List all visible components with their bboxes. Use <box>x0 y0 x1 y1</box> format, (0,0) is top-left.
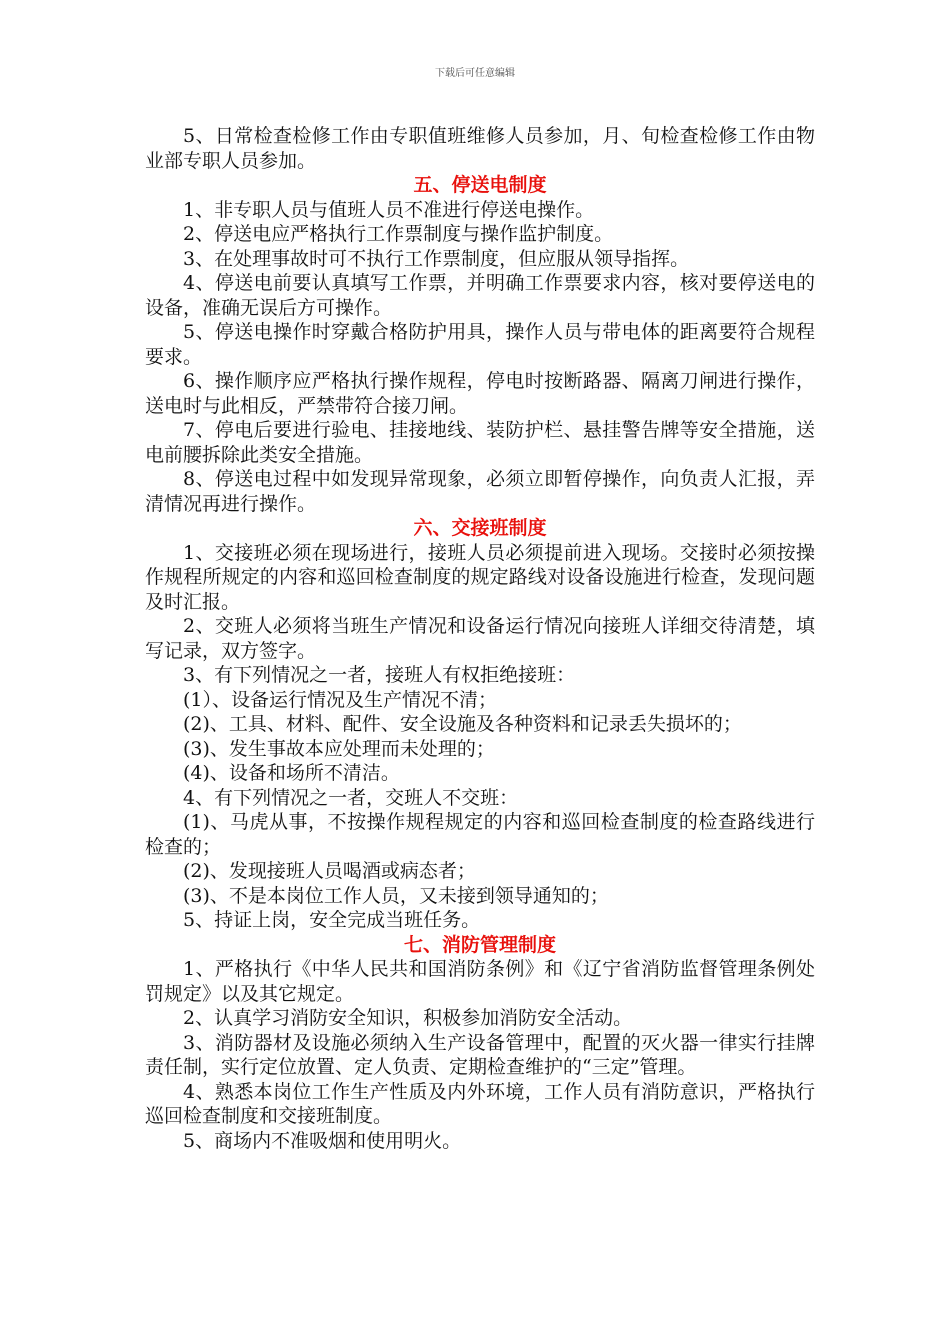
paragraph: 4、有下列情况之一者，交班人不交班： <box>183 786 519 809</box>
paragraph: 2、交班人必须将当班生产情况和设备运行情况向接班人详细交待清楚，填写记录，双方签字。 <box>145 615 815 662</box>
paragraph: 3、有下列情况之一者，接班人有权拒绝接班： <box>183 664 576 686</box>
page-header: 下载后可任意编辑 <box>435 68 515 79</box>
paragraph: 4、停送电前要认真填写工作票，并明确工作票要求内容，核对要停送电的设备，准确无误后方可操作。 <box>145 272 815 319</box>
paragraph: 1、严格执行《中华人民共和国消防条例》和《辽宁省消防监督管理条例处罚规定》以及其它规定。 <box>145 958 815 1005</box>
list-item: (4)、设备和场所不清洁。 <box>183 762 400 784</box>
paragraph: 1、非专职人员与值班人员不准进行停送电操作。 <box>183 198 595 221</box>
paragraph: 2、认真学习消防安全知识，积极参加消防安全活动。 <box>183 1007 633 1029</box>
paragraph: 5、日常检查检修工作由专职值班维修人员参加，月、旬检查检修工作由物业部专职人员参加。 <box>145 125 815 172</box>
paragraph: 5、停送电操作时穿戴合格防护用具，操作人员与带电体的距离要符合规程要求。 <box>145 321 815 368</box>
section-heading-fire: 七、消防管理制度 <box>403 933 556 956</box>
list-item: (1)、马虎从事，不按操作规程规定的内容和巡回检查制度的检查路线进行检查的； <box>145 811 815 858</box>
paragraph: 3、在处理事故时可不执行工作票制度，但应服从领导指挥。 <box>183 247 690 270</box>
paragraph: 1、交接班必须在现场进行，接班人员必须提前进入现场。交接时必须按操作规程所规定的内容和巡回检查制度的规定路线对设备设施进行检查，发现问题及时汇报。 <box>145 541 815 613</box>
document-body <box>145 124 815 1153</box>
list-item: (1）、设备运行情况及生产情况不清； <box>183 688 498 711</box>
paragraph: 6、操作顺序应严格执行操作规程，停电时按断路器、隔离刀闸进行操作，送电时与此相反，严禁带符合接刀闸。 <box>145 370 815 417</box>
paragraph: 7、停电后要进行验电、挂接地线、装防护栏、悬挂警告牌等安全措施，送电前腰拆除此类安全措施。 <box>145 419 815 466</box>
list-item: (3)、发生事故本应处理而未处理的； <box>183 737 495 760</box>
paragraph: 3、消防器材及设施必须纳入生产设备管理中，配置的灭火器一律实行挂牌责任制，实行定位放置、定人负责、定期检查维护的“三定”管理。 <box>145 1031 815 1078</box>
paragraph: 8、停送电过程中如发现异常现象，必须立即暂停操作，向负责人汇报，弄清情况再进行操作。 <box>145 468 815 515</box>
list-item: (2)、发现接班人员喝酒或病态者； <box>183 860 476 882</box>
paragraph: 5、持证上岗，安全完成当班任务。 <box>183 909 481 931</box>
section-heading-power: 五、停送电制度 <box>413 174 547 196</box>
section-heading-shift: 六、交接班制度 <box>413 517 547 539</box>
list-item: (2)、工具、材料、配件、安全设施及各种资料和记录丢失损坏的； <box>183 713 742 735</box>
paragraph: 5、商场内不准吸烟和使用明火。 <box>183 1129 462 1152</box>
paragraph: 4、熟悉本岗位工作生产性质及内外环境，工作人员有消防意识，严格执行巡回检查制度和交接班制度。 <box>145 1080 815 1127</box>
paragraph: 2、停送电应严格执行工作票制度与操作监护制度。 <box>183 223 614 245</box>
list-item: (3)、不是本岗位工作人员，又未接到领导通知的； <box>183 884 609 907</box>
